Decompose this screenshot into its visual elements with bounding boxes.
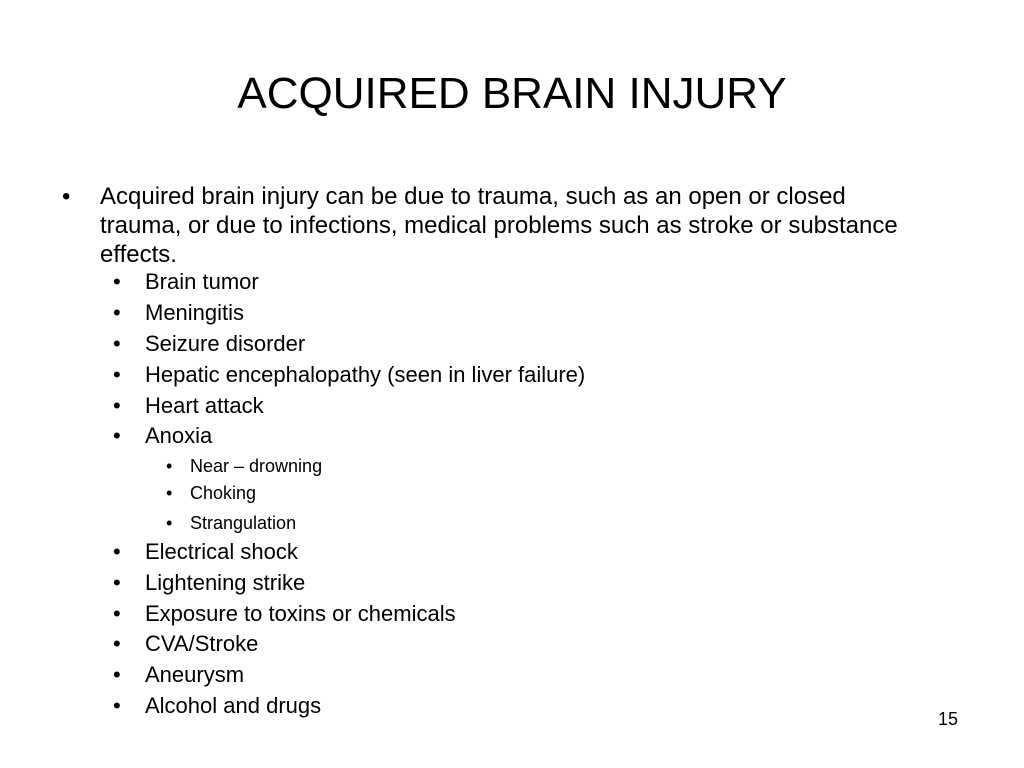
bullet-icon: • <box>113 601 121 626</box>
bullet-icon: • <box>113 331 121 356</box>
bullet-icon: • <box>166 483 173 503</box>
main-bullet <box>62 182 922 269</box>
list-item <box>113 539 813 565</box>
list-item <box>113 662 813 688</box>
list-item <box>113 362 813 388</box>
bullet-icon: • <box>62 183 71 210</box>
list-item-text: Seizure disorder <box>145 331 306 356</box>
list-item-text: Brain tumor <box>145 269 259 294</box>
list-item-text: CVA/Stroke <box>145 631 259 656</box>
bullet-icon: • <box>113 269 121 294</box>
bullet-icon: • <box>113 423 121 448</box>
list-item <box>113 423 813 449</box>
bullet-icon: • <box>113 631 121 656</box>
list-item <box>113 601 813 627</box>
list-item <box>113 393 813 419</box>
bullet-icon: • <box>113 362 121 387</box>
list-item-text: Lightening strike <box>145 570 306 595</box>
list-item <box>113 269 813 295</box>
list-item-text: Meningitis <box>145 300 245 325</box>
list-item <box>113 331 813 357</box>
bullet-icon: • <box>113 570 121 595</box>
bullet-icon: • <box>166 456 173 476</box>
list-item-text: Alcohol and drugs <box>145 693 322 718</box>
list-item <box>113 570 813 596</box>
bullet-icon: • <box>113 693 121 718</box>
sub-list-item-text: Strangulation <box>190 513 297 533</box>
bullet-icon: • <box>113 393 121 418</box>
list-item-text: Heart attack <box>145 393 264 418</box>
list-item-text: Anoxia <box>145 423 213 448</box>
list-item-text: Hepatic encephalopathy (seen in liver failure) <box>145 362 586 387</box>
main-bullet-text: Acquired brain injury can be due to trauma, such as an open or closed trauma, or due to infections, medical problems such as stroke or substance effects. <box>100 183 898 268</box>
list-item <box>113 631 813 657</box>
sub-list-item <box>166 512 766 534</box>
sub-list-item-text: Choking <box>190 483 257 503</box>
sub-list-item <box>166 482 766 504</box>
list-item-text: Electrical shock <box>145 539 298 564</box>
sub-list-item <box>166 455 766 477</box>
slide-title: ACQUIRED BRAIN INJURY <box>237 69 787 118</box>
sub-list-item-text: Near – drowning <box>190 456 323 476</box>
list-item <box>113 693 813 719</box>
list-item-text: Exposure to toxins or chemicals <box>145 601 456 626</box>
list-item <box>113 300 813 326</box>
bullet-icon: • <box>113 539 121 564</box>
list-item-text: Aneurysm <box>145 662 245 687</box>
bullet-icon: • <box>166 513 173 533</box>
bullet-icon: • <box>113 662 121 687</box>
bullet-icon: • <box>113 300 121 325</box>
page-number: 15 <box>938 709 959 729</box>
